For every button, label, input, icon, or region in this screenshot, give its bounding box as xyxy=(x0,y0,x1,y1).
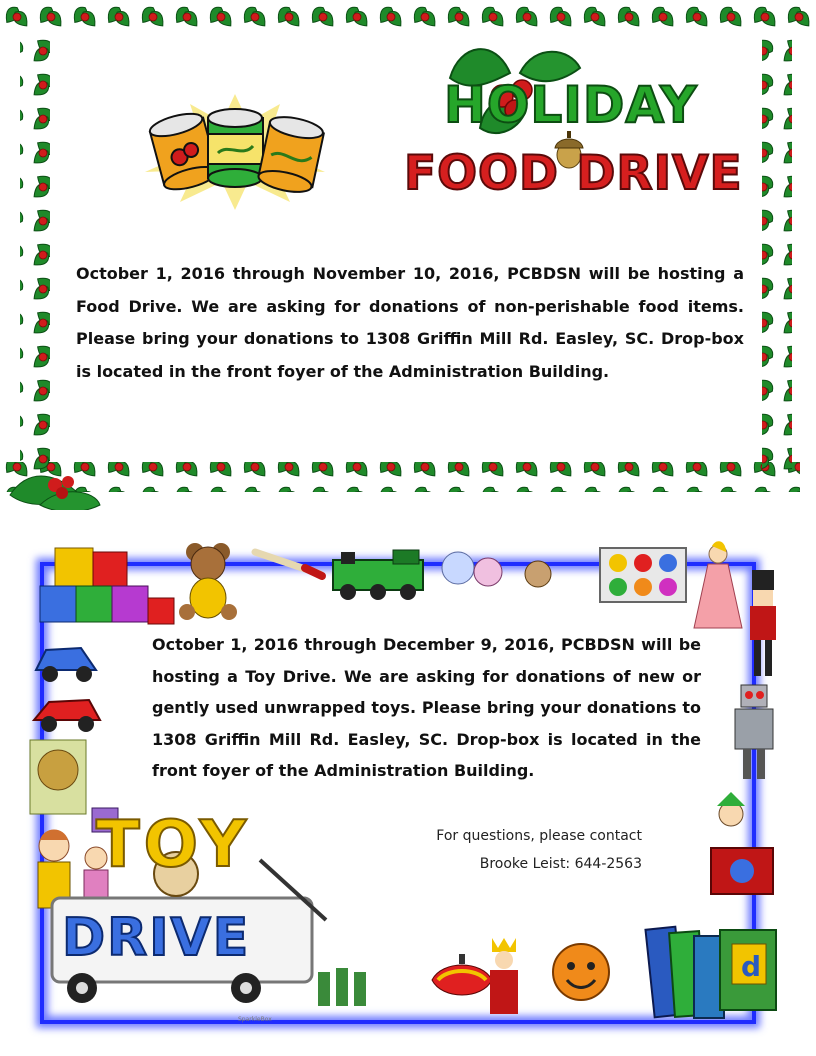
toy-drive-body: October 1, 2016 through December 9, 2016, PCBDSN will be hosting a Toy Drive. We are asking for donations of new or gently used unwrapped toys. Please bring your donations to 1308 Griffin Mill Rd. Easley, SC. Drop-box is located in the front foyer of the Administration Building. xyxy=(152,635,701,780)
books-icon xyxy=(645,927,776,1018)
image-credit: SparkleBox xyxy=(238,1016,272,1023)
contact-line-2: Brooke Leist: 644-2563 xyxy=(479,856,642,872)
food-drive-flyer xyxy=(0,0,816,510)
marbles-icon xyxy=(442,552,551,587)
svg-text:d: d xyxy=(741,950,762,983)
train-icon xyxy=(333,550,423,600)
contact-line-1: For questions, please contact xyxy=(436,828,642,844)
jack-in-the-box-icon xyxy=(711,792,773,894)
toy-drive-wordmark-line1: TOY xyxy=(96,808,251,882)
food-drive-title-line1: HOLIDAY xyxy=(444,76,698,134)
spinning-top-icon xyxy=(432,954,492,995)
toy-drive-wordmark-line2: DRIVE xyxy=(62,908,251,968)
food-drive-body: October 1, 2016 through November 10, 2016, PCBDSN will be hosting a Food Drive. We are asking for donations of non-perishable food items. Please bring your donations to 1308 Griffin Mill Rd. Easley, SC. Drop-box is located in the front foyer of the Administration Building. xyxy=(76,264,744,381)
paint-palette-icon xyxy=(600,548,686,602)
garland-right xyxy=(762,30,792,475)
toy-car-icon xyxy=(36,648,96,682)
lion-toy-icon xyxy=(30,740,86,814)
food-cans-icon xyxy=(130,92,340,212)
toy-king-icon xyxy=(490,938,518,1014)
teddy-bear-icon xyxy=(179,543,237,620)
garland-bottom xyxy=(0,462,800,492)
contact-info xyxy=(300,822,642,878)
food-drive-title-line2: FOOD DRIVE xyxy=(404,146,743,201)
garland-top xyxy=(0,2,816,32)
doll-icon xyxy=(694,541,742,628)
garland-left xyxy=(20,30,50,470)
toy-soldiers-icon xyxy=(318,968,366,1006)
smiley-ball-icon xyxy=(553,944,609,1000)
